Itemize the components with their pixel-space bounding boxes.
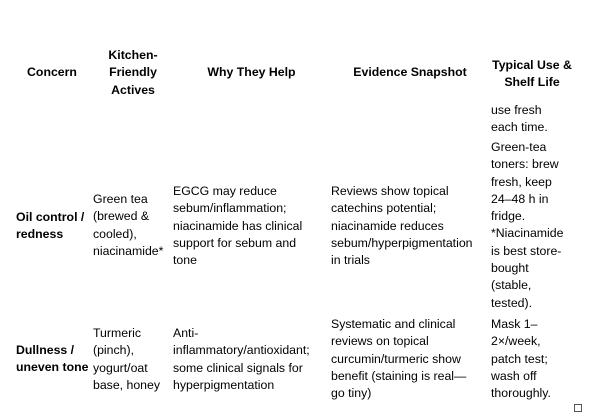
- header-kitchen-friendly-actives: Kitchen- Friendly Actives: [108, 48, 158, 97]
- table-resize-handle[interactable]: [574, 404, 582, 412]
- row-oil-control-why: EGCG may reduce sebum/inflammation; niacinamide has clinical support for sebum and tone: [173, 184, 303, 268]
- continued-use-cell: use fresh each time.: [491, 103, 548, 135]
- row-dullness-actives: Turmeric (pinch), yogurt/oat base, honey: [93, 326, 161, 392]
- header-why-they-help: Why They Help: [207, 65, 296, 79]
- row-dullness-why: Anti- inflammatory/antioxidant; some clinical signals for hyperpigmentation: [173, 326, 310, 392]
- row-dullness-concern: Dullness / uneven tone: [16, 343, 89, 375]
- header-evidence-snapshot: Evidence Snapshot: [353, 65, 467, 79]
- header-concern: Concern: [27, 65, 77, 79]
- row-oil-control-evidence: Reviews show topical catechins potential; niacinamide reduces sebum/hyperpigmentation in trials: [331, 184, 473, 268]
- row-oil-control-concern: Oil control / redness: [16, 210, 85, 242]
- header-typical-use-shelf-life: Typical Use & Shelf Life: [492, 58, 572, 90]
- row-dullness-use: Mask 1– 2×/week, patch test; wash off thoroughly.: [491, 317, 551, 401]
- row-oil-control-actives: Green tea (brewed & cooled), niacinamide*: [93, 192, 164, 258]
- row-dullness-evidence: Systematic and clinical reviews on topical curcumin/turmeric show benefit (staining is real— go tiny): [331, 317, 467, 401]
- row-oil-control-use: Green-tea toners: brew fresh, keep 24–48 h in fridge. *Niacinamide is best store- bought (stable, tested).: [491, 140, 564, 310]
